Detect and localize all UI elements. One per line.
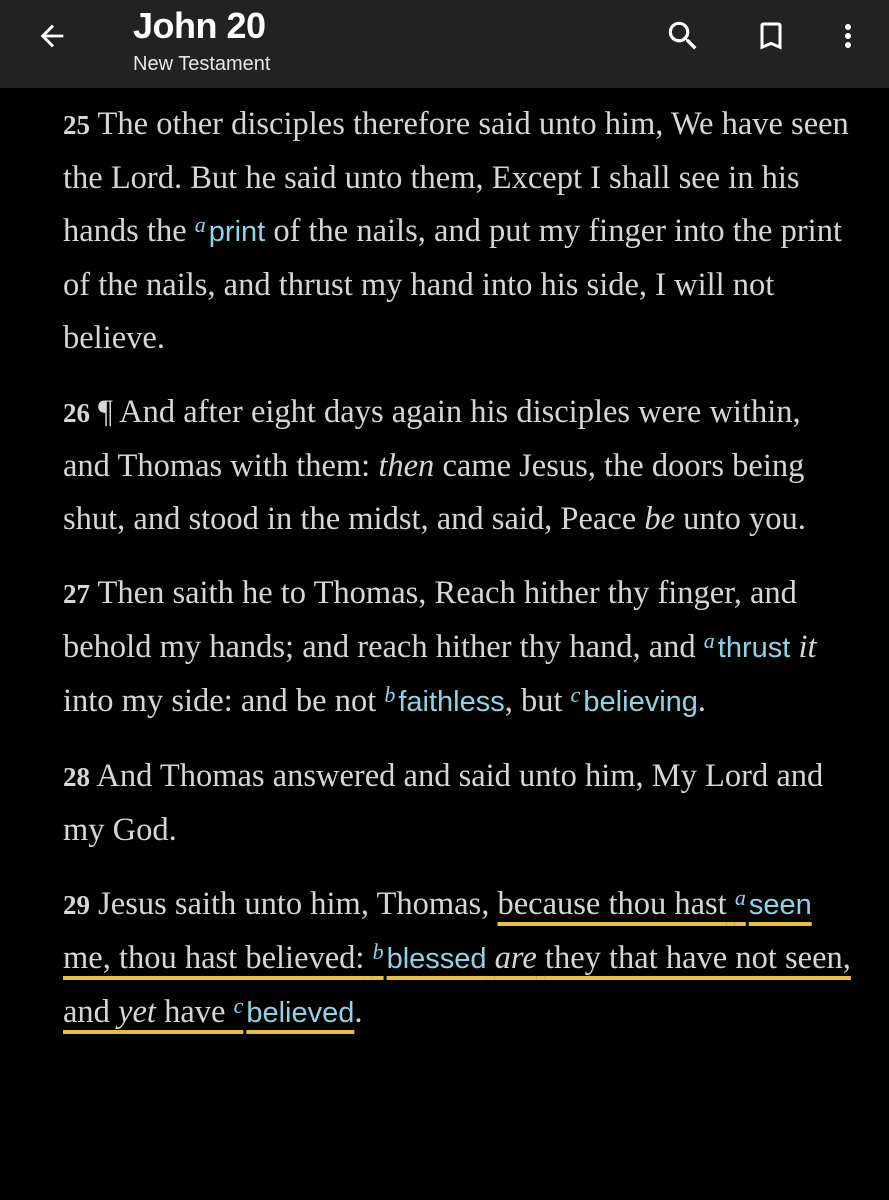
footnote-marker[interactable]: b [372, 939, 384, 964]
page-subtitle: New Testament [133, 53, 271, 75]
app-bar [0, 0, 889, 88]
search-icon [664, 17, 702, 60]
verse-28[interactable] [63, 750, 853, 857]
more-options-button[interactable] [824, 14, 872, 62]
footnote-marker[interactable]: c [233, 993, 244, 1018]
verse-number: 26 [63, 398, 90, 428]
italic-word: are [494, 940, 537, 976]
footnote-link[interactable]: print [208, 216, 266, 248]
search-button[interactable] [659, 14, 707, 62]
italic-word: be [644, 501, 675, 537]
footnote-marker[interactable]: a [703, 628, 715, 653]
italic-word: yet [118, 994, 156, 1030]
footnote-link[interactable]: thrust [717, 632, 791, 664]
arrow-back-icon [35, 19, 69, 58]
title-block [133, 4, 270, 76]
verse-text: And after eight days again his disciples were within, and Thomas with them: [63, 394, 801, 484]
verse-26[interactable] [63, 386, 853, 546]
verse-text: And Thomas answered and said unto him, My Lord and my God. [63, 758, 824, 848]
footnote-link[interactable]: faithless [398, 686, 505, 718]
verse-text: me, thou hast believed: [63, 940, 365, 976]
verse-text: they that have not seen, and [63, 940, 851, 1030]
verse-text: . [697, 683, 707, 719]
verse-text: Then saith he to Thomas, Reach hither thy finger, and behold my hands; and reach hither thy hand, and [63, 575, 797, 665]
verse-text: into my side: and be not [63, 683, 377, 719]
chapter-text [63, 98, 853, 1061]
verse-number: 27 [63, 579, 90, 609]
italic-word: then [378, 448, 435, 484]
footnote-link[interactable]: blessed [386, 943, 487, 975]
back-button[interactable] [22, 14, 82, 62]
verse-text: of the nails, and put my finger into the print of the nails, and thrust my hand into his side, I will not believe. [63, 213, 842, 356]
verse-text: have [164, 994, 226, 1030]
footnote-link[interactable]: seen [748, 889, 812, 921]
verse-29[interactable] [63, 878, 853, 1040]
footnote-marker[interactable]: c [570, 682, 581, 707]
footnote-marker[interactable]: b [384, 682, 396, 707]
verse-text: , but [504, 683, 563, 719]
page-title: John 20 [133, 5, 266, 46]
verse-number: 28 [63, 762, 90, 792]
verse-number: 29 [63, 890, 90, 920]
paragraph-mark: ¶ [98, 394, 113, 430]
footnote-marker[interactable]: a [734, 885, 746, 910]
bookmark-button[interactable] [747, 14, 795, 62]
footnote-link[interactable]: believing [583, 686, 698, 718]
footnote-link[interactable]: believed [246, 997, 355, 1029]
more-vert-icon [830, 18, 866, 59]
verse-text: unto you. [683, 501, 806, 537]
bookmark-icon [753, 18, 789, 59]
verse-text: Jesus saith unto him, Thomas, [98, 886, 490, 922]
verse-number: 25 [63, 110, 90, 140]
verse-27[interactable] [63, 567, 853, 729]
verse-text: came Jesus, the doors being shut, and stood in the midst, and said, Peace [63, 448, 805, 537]
verse-text: The other disciples therefore said unto him, We have seen the Lord. But he said unto them, Except I shall see in his hands the [63, 106, 849, 249]
verse-text: because thou hast [497, 886, 727, 922]
footnote-marker[interactable]: a [194, 212, 206, 237]
verse-25[interactable] [63, 98, 853, 365]
italic-word: it [798, 629, 817, 665]
verse-text: . [354, 994, 363, 1030]
